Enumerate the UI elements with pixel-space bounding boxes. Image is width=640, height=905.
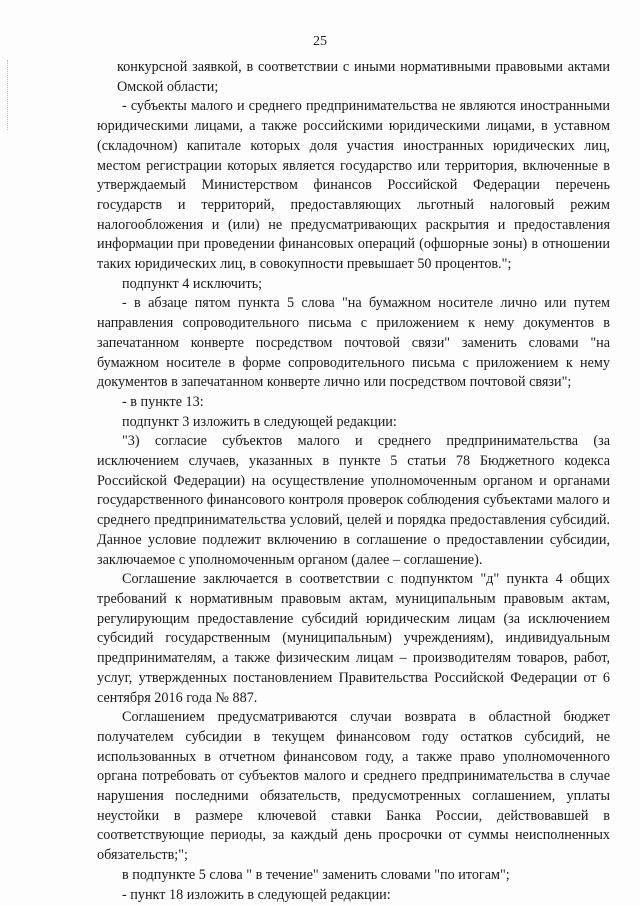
document-body xyxy=(97,58,610,905)
page-number: 25 xyxy=(313,34,327,49)
paragraph: Соглашение заключается в соответствии с подпунктом "д" пункта 4 общих требований к нормативным правовым актам, муниципальным правовым актам, регулирующим предоставление субсидий юридическим лицам (за исключением субсидий государственным (муниципальным) учреждениям), индивидуальным предпринимателям, а также физическим лицам – производителям товаров, работ, услуг, утвержденных постановлением Правительства Российской Федерации от 6 сентября 2016 года № 887. xyxy=(97,571,610,706)
paragraph: конкурсной заявкой, в соответствии с иными нормативными правовыми актами Омской области; xyxy=(117,59,610,95)
paragraph: - субъекты малого и среднего предпринимательства не являются иностранными юридическими лицами, а также российскими юридическими лицами, в уставном (складочном) капитале которых доля участия иностранных юридических лиц, местом регистрации которых является государство или территория, включенные в утверждаемый Министерством финансов Российской Федерации перечень государств и территорий, предоставляющих льготный налоговый режим налогообложения и (или) не предусматривающих раскрытия и предоставления информации при проведении финансовых операций (офшорные зоны) в отношении таких юридических лиц, в совокупности превышает 50 процентов."; xyxy=(97,98,610,273)
paragraph: - в пункте 13: xyxy=(122,393,204,410)
paragraph: в подпункте 5 слова " в течение" заменить словами "по итогам"; xyxy=(122,866,510,883)
paragraph: Соглашением предусматриваются случаи возврата в областной бюджет получателем субсидии в текущем финансовом году остатков субсидий, не использованных в отчетном финансовом году, а также право уполномоченного органа потребовать от субъектов малого и среднего предпринимательства в случае нарушения последними обязательств, предусмотренных соглашением, уплаты неустойки в размере ключевой ставки Банка России, действовавшей в соответствующие периоды, за каждый день просрочки от суммы неисполненных обязательств;"; xyxy=(97,709,610,864)
paragraph: - пункт 18 изложить в следующей редакции: xyxy=(122,886,391,903)
paragraph: - в абзаце пятом пункта 5 слова "на бумажном носителе лично или путем направления сопроводительного письма с приложением к нему документов в запечатанном конверте посредством почтовой связи" заменить словами "на бумажном носителе в форме сопроводительного письма с приложением к нему документов в запечатанном конверте лично или посредством почтовой связи"; xyxy=(97,295,610,391)
paragraph: "3) согласие субъектов малого и среднего предпринимательства (за исключением случаев, указанных в пункте 5 статьи 78 Бюджетного кодекса Российской Федерации) на осуществление уполномоченным органом и органами государственного финансового контроля проверок соблюдения субъектами малого и среднего предпринимательства условий, целей и порядка предоставления субсидий. Данное условие подлежит включению в соглашение о предоставлении субсидии, заключаемое с уполномоченным органом (далее – соглашение). xyxy=(97,433,610,568)
paragraph: подпункт 3 изложить в следующей редакции: xyxy=(122,413,397,430)
margin-marks xyxy=(7,60,14,130)
paragraph: подпункт 4 исключить; xyxy=(122,275,263,292)
